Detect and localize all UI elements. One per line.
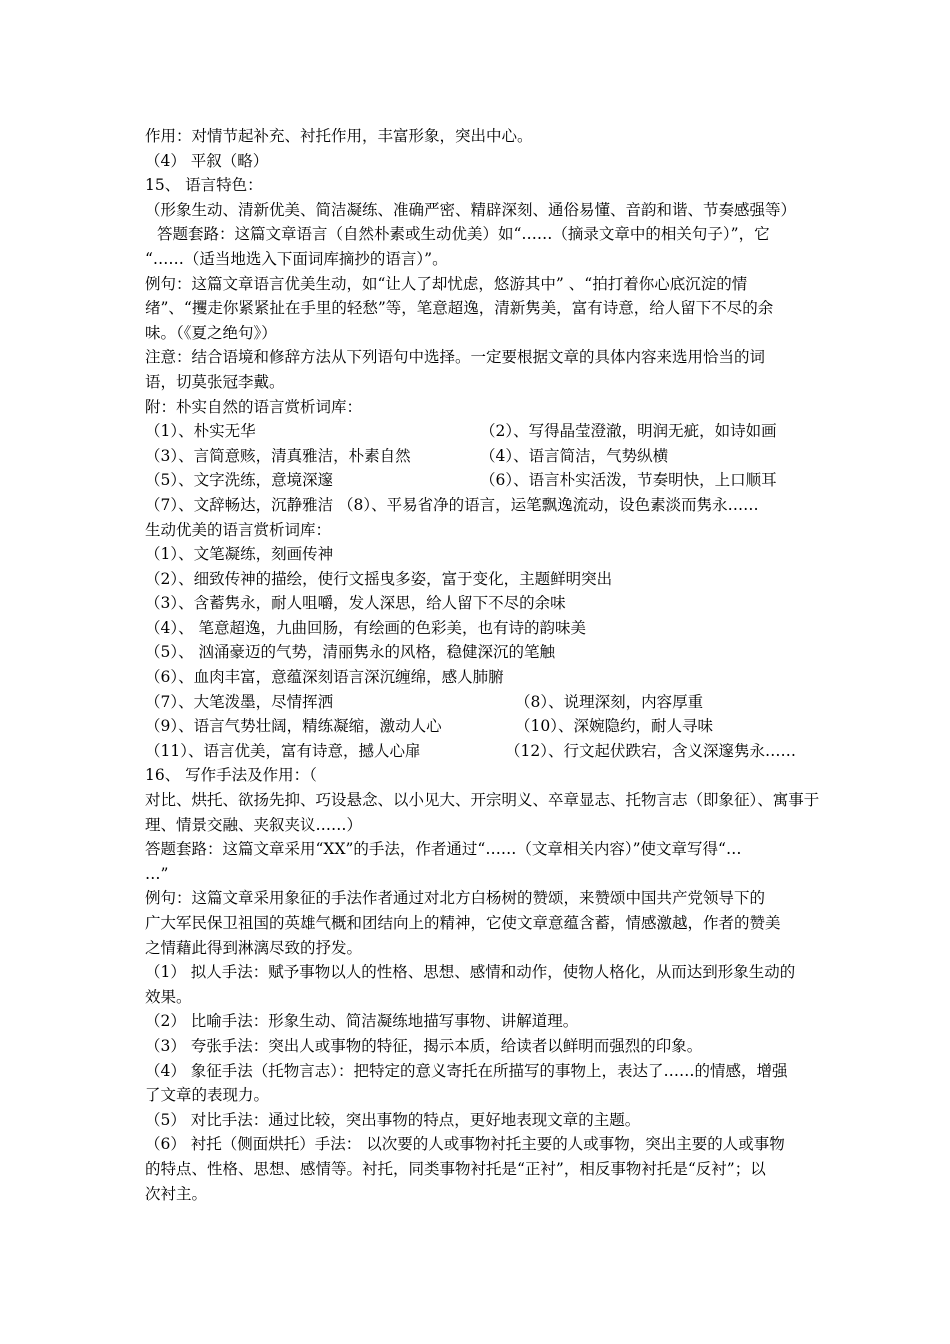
list-row — [145, 714, 815, 739]
text-line: 作用：对情节起补充、衬托作用，丰富形象，突出中心。 — [145, 127, 533, 145]
list-item: （4）、语言简洁，气势纵横 — [480, 446, 669, 465]
list-item: （3）、言简意赅，清真雅洁，朴素自然 — [145, 446, 411, 465]
list-item: （12）、行文起伏跌宕，含义深邃隽永…… — [505, 741, 796, 760]
list-row — [145, 690, 815, 715]
text-line: 语，切莫张冠李戴。 — [145, 372, 285, 391]
list-item: （3）、含蓄隽永，耐人咀嚼，发人深思，给人留下不尽的余味 — [145, 594, 566, 613]
text-line: 答题套路：这篇文章语言（自然朴素或生动优美）如“……（摘录文章中的相关句子）”，它 — [157, 225, 770, 244]
list-item: （2）、写得晶莹澄澈，明润无疵，如诗如画 — [480, 422, 777, 441]
text-line: （4） 平叙（略） — [145, 151, 269, 170]
text-line: （3） 夸张手法：突出人或事物的特征，揭示本质，给读者以鲜明而强烈的印象。 — [145, 1036, 703, 1055]
list-row — [145, 739, 815, 764]
text-line: 了文章的表现力。 — [145, 1086, 270, 1105]
list-item: （6）、血肉丰富，意蕴深刻语言深沉缠绵，感人肺腑 — [145, 668, 504, 687]
text-line: 广大军民保卫祖国的英雄气概和团结向上的精神，它使文章意蕴含蓄，情感激越，作者的赞美 — [145, 914, 781, 932]
text-line: 理、情景交融、夹叙夹议……） — [145, 815, 363, 834]
text-line: 的特点、性格、思想、感情等。衬托，同类事物衬托是“正衬”，相反事物衬托是“反衬”；以 — [145, 1159, 766, 1178]
list-item: （9）、语言气势壮阔，精练凝缩，激动人心 — [145, 717, 442, 736]
text-line: 附：朴实自然的语言赏析词库： — [145, 397, 363, 416]
list-item: （5）、 汹涌豪迈的气势，清丽隽永的风格，稳健深沉的笔触 — [145, 643, 556, 662]
text-line: （4） 象征手法（托物言志）：把特定的意义寄托在所描写的事物上，表达了……的情感，增强 — [145, 1061, 788, 1080]
text-line: 注意：结合语境和修辞方法从下列语句中选择。一定要根据文章的具体内容来选用恰当的词 — [145, 348, 766, 367]
text-line: 例句：这篇文章语言优美生动，如“让人了却忧虑，悠游其中” 、“拍打着你心底沉淀的情 — [145, 274, 748, 293]
list-row — [145, 468, 815, 493]
text-line: 次衬主。 — [145, 1184, 208, 1203]
text-line: 味。（《夏之绝句》） — [145, 323, 277, 342]
list-item: （4）、 笔意超逸，九曲回肠，有绘画的色彩美，也有诗的韵味美 — [145, 618, 587, 637]
list-item: （11）、语言优美，富有诗意，撼人心扉 — [145, 741, 421, 760]
list-item: （1）、朴实无华 — [145, 422, 256, 441]
list-item: （8）、说理深刻，内容厚重 — [515, 692, 704, 711]
text-line: （2） 比喻手法：形象生动、简洁凝练地描写事物、讲解道理。 — [145, 1012, 579, 1031]
text-line: “……（适当地选入下面词库摘抄的语言）”。 — [145, 249, 448, 268]
text-line: 答题套路：这篇文章采用“XX”的手法，作者通过“……（文章相关内容）”使文章写得“… — [145, 840, 742, 859]
list-item: （1）、文笔凝练，刻画传神 — [145, 545, 334, 564]
list-item: （6）、语言朴实活泼，节奏明快，上口顺耳 — [480, 471, 777, 490]
text-line: （5） 对比手法：通过比较，突出事物的特点，更好地表现文章的主题。 — [145, 1110, 641, 1129]
text-line: 之情藉此得到淋漓尽致的抒发。 — [145, 938, 363, 957]
text-line: 效果。 — [145, 987, 192, 1006]
text-line: 绪”、“攫走你紧紧扯在手里的轻愁”等，笔意超逸，清新隽美，富有诗意，给人留下不尽的余 — [145, 299, 774, 318]
text-line: 生动优美的语言赏析词库： — [145, 520, 332, 539]
list-item: （2）、细致传神的描绘，使行文摇曳多姿，富于变化，主题鲜明突出 — [145, 569, 613, 588]
text-line: （形象生动、清新优美、简洁凝练、准确严密、精辟深刻、通俗易懂、音韵和谐、节奏感强等） — [145, 200, 797, 219]
list-row: （7）、文辞畅达，沉静雅洁 （8）、平易省净的语言，运笔飘逸流动，设色素淡而隽永…… — [145, 495, 759, 514]
text-line: 例句：这篇文章采用象征的手法作者通过对北方白杨树的赞颂，来赞颂中国共产党领导下的 — [145, 889, 766, 908]
list-item: （5）、文字洗练，意境深邃 — [145, 471, 334, 490]
text-line: …” — [145, 864, 169, 883]
text-line: （6） 衬托（侧面烘托）手法： 以次要的人或事物衬托主要的人或事物，突出主要的人或事物 — [145, 1135, 785, 1154]
list-row — [145, 444, 815, 469]
document-body — [145, 124, 820, 1206]
list-item: （10）、深婉隐约，耐人寻味 — [515, 717, 713, 736]
section-heading: 16、 写作手法及作用：（ — [145, 766, 317, 785]
text-line: （1） 拟人手法：赋予事物以人的性格、思想、感情和动作，使物人格化，从而达到形象生动的 — [145, 963, 796, 982]
list-row — [145, 419, 815, 444]
list-item: （7）、大笔泼墨，尽情挥洒 — [145, 692, 334, 711]
section-heading: 15、 语言特色： — [145, 176, 263, 195]
text-line: 对比、烘托、欲扬先抑、巧设悬念、以小见大、开宗明义、卒章显志、托物言志（即象征）、寓事于 — [145, 791, 820, 810]
